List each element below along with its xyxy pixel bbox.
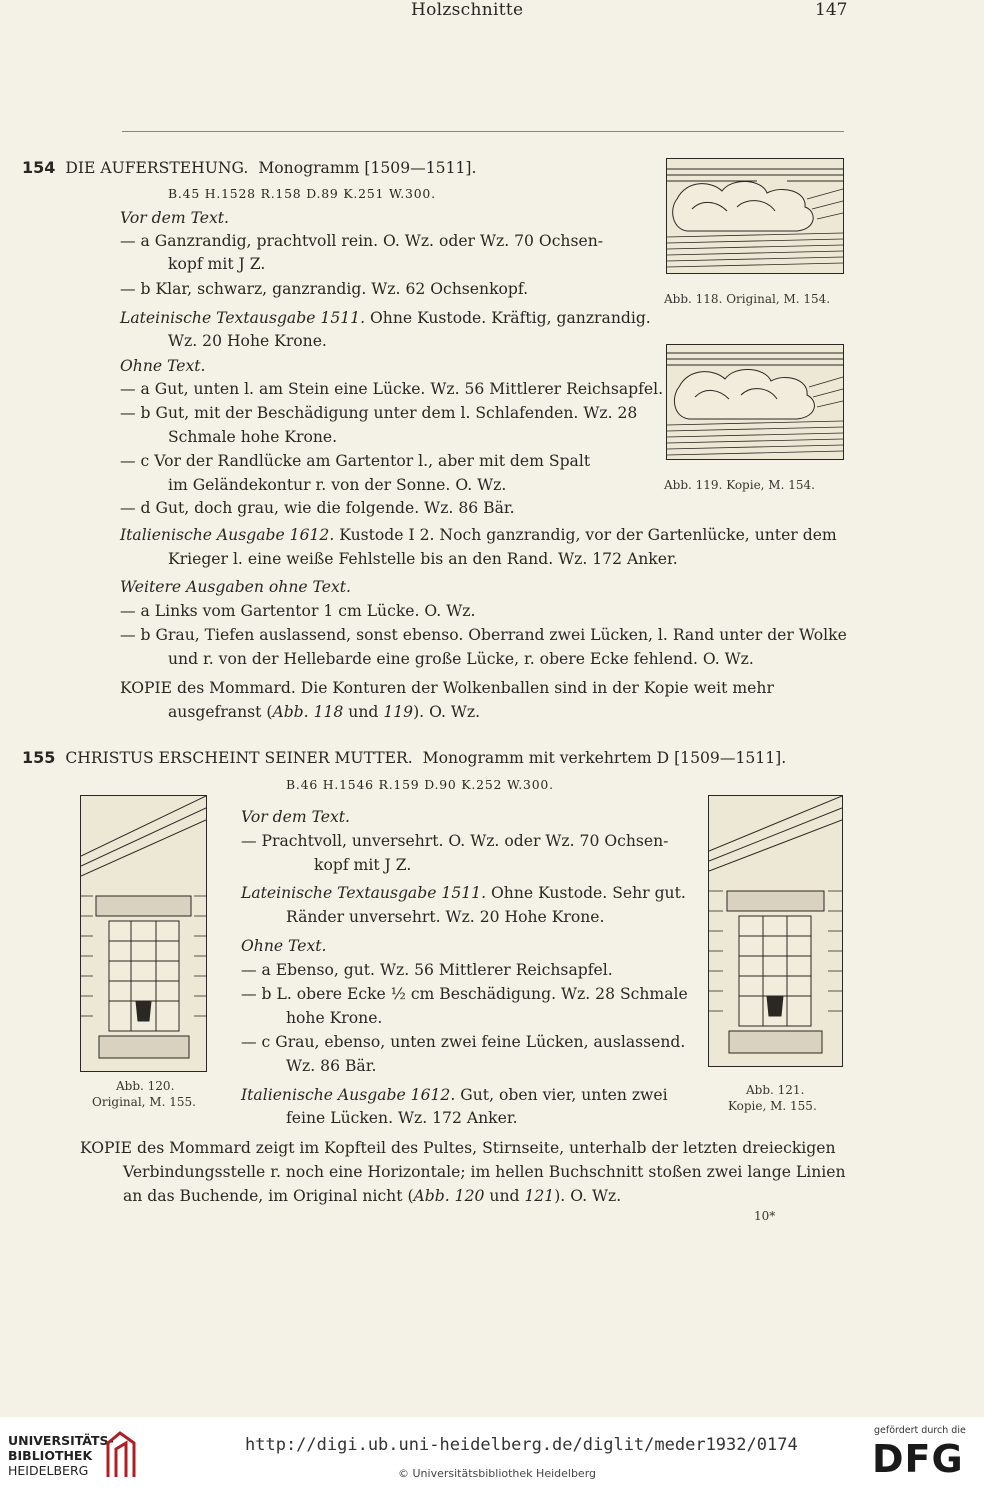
text-line: — c Vor der Randlücke am Gartentor l., aber mit dem Spalt xyxy=(120,452,591,470)
copyright-notice: © Universitätsbibliothek Heidelberg xyxy=(398,1467,597,1480)
text-line: Ohne Text. xyxy=(241,937,327,955)
text-line xyxy=(120,524,837,547)
text-line: Verbindungsstelle r. noch eine Horizontale; im hellen Buchschnitt stoßen zwei lange Linien xyxy=(123,1163,846,1181)
edition-label: Lateinische Textausgabe 1511. xyxy=(120,309,366,327)
text-line: — b L. obere Ecke ½ cm Beschädigung. Wz. 28 Schmale xyxy=(241,985,688,1003)
entry-monogram: Monogramm mit verkehrtem D [1509—1511]. xyxy=(422,749,787,767)
library-name-line: HEIDELBERG xyxy=(8,1463,89,1478)
edition-label: Italienische Ausgabe 1612. xyxy=(241,1086,456,1104)
woodcut-fig-119 xyxy=(666,344,844,460)
text-line: kopf mit J Z. xyxy=(168,255,266,273)
text-line: Ohne Text. xyxy=(120,357,206,375)
edition-label: Italienische Ausgabe 1612. xyxy=(120,526,335,544)
figure-ref: Abb. 118 xyxy=(272,703,344,721)
figure-ref: Abb. 120 xyxy=(413,1187,485,1205)
woodcut-fig-118 xyxy=(666,158,844,274)
text-line: Schmale hohe Krone. xyxy=(168,428,338,446)
text-fragment: ). O. Wz. xyxy=(554,1187,622,1205)
page-number: 147 xyxy=(815,0,848,20)
running-title: Holzschnitte xyxy=(411,0,524,20)
entry-title: CHRISTUS ERSCHEINT SEINER MUTTER. xyxy=(65,749,413,767)
edition-text: Ohne Kustode. Kräftig, ganzrandig. xyxy=(370,309,651,327)
text-fragment: und xyxy=(484,1187,525,1205)
text-line xyxy=(123,1185,621,1208)
library-emblem-icon xyxy=(104,1429,138,1479)
figure-ref: 119 xyxy=(383,703,414,721)
funder-text: gefördert durch die xyxy=(874,1425,966,1436)
text-line: Weitere Ausgaben ohne Text. xyxy=(120,578,351,596)
header-rule xyxy=(122,131,844,132)
edition-text: Gut, oben vier, unten zwei xyxy=(460,1086,668,1104)
text-line: Vor dem Text. xyxy=(241,808,351,826)
text-fragment: an das Buchende, im Original nicht ( xyxy=(123,1187,414,1205)
signature-mark: 10* xyxy=(754,1209,776,1223)
edition-label: Lateinische Textausgabe 1511. xyxy=(241,884,487,902)
text-line: — a Gut, unten l. am Stein eine Lücke. Wz. 56 Mittlerer Reichsapfel. xyxy=(120,380,664,398)
figure-caption: Abb. 120. xyxy=(116,1079,175,1093)
text-line: Wz. 20 Hohe Krone. xyxy=(168,332,327,350)
text-line xyxy=(241,1084,668,1107)
text-line: — c Grau, ebenso, unten zwei feine Lücken, auslassend. xyxy=(241,1033,686,1051)
figure-caption: Original, M. 155. xyxy=(92,1095,196,1109)
text-line: — a Ebenso, gut. Wz. 56 Mittlerer Reichsapfel. xyxy=(241,961,613,979)
edition-text: Kustode I 2. Noch ganzrandig, vor der Gartenlücke, unter dem xyxy=(339,526,837,544)
text-line: — Prachtvoll, unversehrt. O. Wz. oder Wz. 70 Ochsen- xyxy=(241,832,669,850)
entry-154-refs: B.45 H.1528 R.158 D.89 K.251 W.300. xyxy=(168,186,436,201)
entry-155-refs: B.46 H.1546 R.159 D.90 K.252 W.300. xyxy=(286,777,554,792)
text-line: — a Ganzrandig, prachtvoll rein. O. Wz. oder Wz. 70 Ochsen- xyxy=(120,232,604,250)
text-line: KOPIE des Mommard. Die Konturen der Wolkenballen sind in der Kopie weit mehr xyxy=(120,679,774,697)
library-name-line: UNIVERSITÄTS- xyxy=(8,1433,114,1448)
text-fragment: ). O. Wz. xyxy=(413,703,481,721)
figure-caption: Abb. 119. Kopie, M. 154. xyxy=(664,478,815,492)
entry-number: 155 xyxy=(22,748,56,767)
dfg-logo: DFG xyxy=(872,1437,964,1481)
text-line: Krieger l. eine weiße Fehlstelle bis an den Rand. Wz. 172 Anker. xyxy=(168,550,678,568)
figure-caption: Abb. 121. xyxy=(746,1083,805,1097)
entry-number: 154 xyxy=(22,158,56,177)
figure-caption: Abb. 118. Original, M. 154. xyxy=(664,292,831,306)
text-line: im Geländekontur r. von der Sonne. O. Wz. xyxy=(168,476,507,494)
entry-title: DIE AUFERSTEHUNG. xyxy=(65,159,249,177)
edition-text: Ohne Kustode. Sehr gut. xyxy=(491,884,686,902)
text-line: kopf mit J Z. xyxy=(314,856,412,874)
entry-monogram: Monogramm [1509—1511]. xyxy=(258,159,477,177)
text-line: hohe Krone. xyxy=(286,1009,383,1027)
library-logo-text xyxy=(8,1433,114,1478)
permalink-url[interactable]: http://digi.ub.uni-heidelberg.de/diglit/meder1932/0174 xyxy=(245,1435,798,1455)
library-name-line: BIBLIOTHEK xyxy=(8,1448,93,1463)
text-line: — d Gut, doch grau, wie die folgende. Wz. 86 Bär. xyxy=(120,499,515,517)
text-line: — b Gut, mit der Beschädigung unter dem l. Schlafenden. Wz. 28 xyxy=(120,404,638,422)
text-fragment: und xyxy=(343,703,384,721)
digitization-footer xyxy=(0,1417,984,1489)
text-line: feine Lücken. Wz. 172 Anker. xyxy=(286,1109,518,1127)
text-line: — a Links vom Gartentor 1 cm Lücke. O. Wz. xyxy=(120,602,476,620)
entry-155-heading xyxy=(22,746,786,770)
entry-154-heading xyxy=(22,156,476,180)
text-fragment: ausgefranst ( xyxy=(168,703,273,721)
text-line: Vor dem Text. xyxy=(120,209,230,227)
woodcut-fig-121 xyxy=(708,795,843,1067)
woodcut-fig-120 xyxy=(80,795,207,1072)
text-line xyxy=(168,701,480,724)
text-line: — b Grau, Tiefen auslassend, sonst ebenso. Oberrand zwei Lücken, l. Rand unter der Wolke xyxy=(120,626,847,644)
text-line: KOPIE des Mommard zeigt im Kopfteil des Pultes, Stirnseite, unterhalb der letzten dreieckigen xyxy=(80,1139,836,1157)
text-line: Ränder unversehrt. Wz. 20 Hohe Krone. xyxy=(286,908,605,926)
text-line: — b Klar, schwarz, ganzrandig. Wz. 62 Ochsenkopf. xyxy=(120,280,529,298)
figure-caption: Kopie, M. 155. xyxy=(728,1099,817,1113)
text-line: und r. von der Hellebarde eine große Lücke, r. obere Ecke fehlend. O. Wz. xyxy=(168,650,754,668)
figure-ref: 121 xyxy=(524,1187,555,1205)
text-line xyxy=(241,882,686,905)
text-line xyxy=(120,307,651,330)
text-line: Wz. 86 Bär. xyxy=(286,1057,377,1075)
